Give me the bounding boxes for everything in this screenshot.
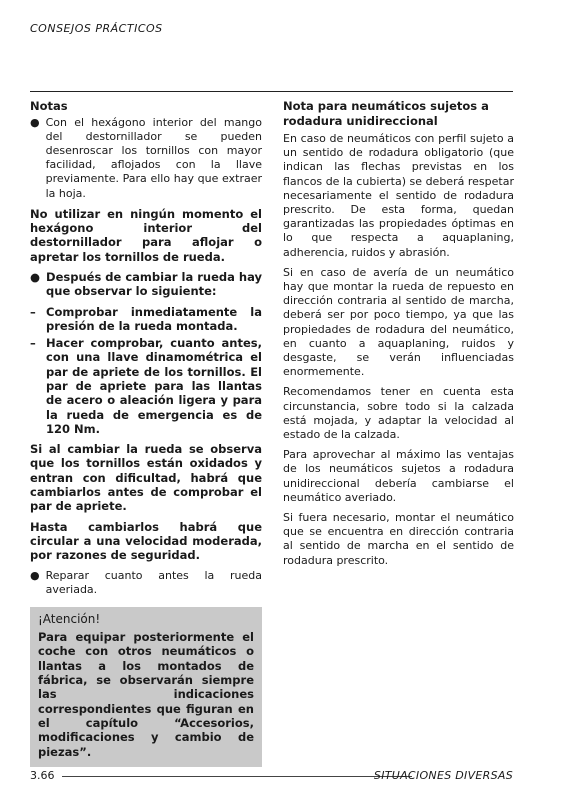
paragraph-2: Si en caso de avería de un neumático hay que montar la rueda de repuesto en dirección contraria al sentido de marcha, deberá ser por poco tiempo, ya que las propiedades de rodadura del neumático, en cuanto a aquaplaning, ruidos y desgaste, se verán influenciadas enormemente.	[283, 265, 514, 379]
note-bullet-1	[30, 116, 262, 201]
page-footer	[30, 769, 513, 783]
note-bullet-2	[30, 270, 262, 299]
bullet-icon: ●	[30, 568, 40, 582]
page-number: 3.66	[30, 769, 55, 782]
left-column	[30, 99, 262, 767]
attention-box	[30, 607, 262, 767]
dash-item-2	[30, 336, 262, 436]
attention-title: ¡Atención!	[38, 611, 101, 626]
paragraph-3: Recomendamos tener en cuenta esta circunstancia, sobre todo si la calzada está mojada, y adaptar la velocidad al estado de la calzada.	[283, 385, 514, 442]
dash-text: Hacer comprobar, cuanto antes, con una llave dinamométrica el par de apriete de los tornillos. El par de apriete para las llantas de acero o aleación ligera y para la rueda de emergencia es de 120 Nm.	[46, 336, 262, 436]
footer-rule	[62, 776, 412, 777]
right-column	[283, 99, 514, 574]
paragraph-4: Para aprovechar al máximo las ventajas de los neumáticos sujetos a rodadura unidireccional debería cambiarse el neumático averiado.	[283, 448, 514, 504]
dash-icon: –	[30, 336, 36, 351]
dash-item-1	[30, 305, 262, 334]
note-bullet-3	[30, 569, 262, 597]
paragraph-5: Si fuera necesario, montar el neumático que se encuentra en dirección contraria al sentido de marcha en el sentido de rodadura prescrito.	[283, 511, 514, 567]
bullet-icon: ●	[30, 269, 41, 284]
dash-text: Comprobar inmediatamente la presión de la rueda montada.	[46, 304, 262, 333]
bullet-icon: ●	[30, 115, 40, 129]
section-title: SITUACIONES DIVERSAS	[373, 769, 513, 782]
bold-paragraph-2: Si al cambiar la rueda se observa que los tornillos están oxidados y entran con dificultad, habrá que cambiarlos antes de comprobar el par de apriete.	[30, 442, 262, 514]
attention-body: Para equipar posteriormente el coche con otros neumáticos o llantas a los montados de fábrica, se observarán siempre las indicaciones correspondientes que figuran en el capítulo “Accesorios, modificaciones y cambio de piezas”.	[38, 630, 254, 759]
note-text: Después de cambiar la rueda hay que observar lo siguiente:	[46, 269, 262, 299]
note-text: Con el hexágono interior del mango del destornillador se pueden desenroscar los tornillos con mayor facilidad, aflojados con la llave previamente. Para ello hay que extraer la hoja.	[45, 115, 262, 200]
notes-heading: Notas	[30, 99, 68, 113]
paragraph-1: En caso de neumáticos con perfil sujeto a un sentido de rodadura obligatorio (que indican las flechas previstas en los flancos de la cubierta) se deberá respetar necesariamente el sentido de rodadura prescrito. De esta forma, quedan garantizadas las propiedades óptimas en lo que respecta a aquaplaning, adherencia, ruidos y abrasión.	[283, 132, 514, 259]
section-heading: Nota para neumáticos sujetos a rodadura unidireccional	[283, 99, 489, 128]
top-rule	[30, 91, 513, 92]
bold-paragraph-3: Hasta cambiarlos habrá que circular a una velocidad moderada, por razones de seguridad.	[30, 519, 262, 563]
note-text: Reparar cuanto antes la rueda averiada.	[45, 568, 262, 596]
dash-icon: –	[30, 304, 36, 319]
warning-paragraph: No utilizar en ningún momento el hexágono interior del destornillador para aflojar o apretar los tornillos de rueda.	[30, 206, 262, 264]
running-header: CONSEJOS PRÁCTICOS	[30, 22, 163, 35]
